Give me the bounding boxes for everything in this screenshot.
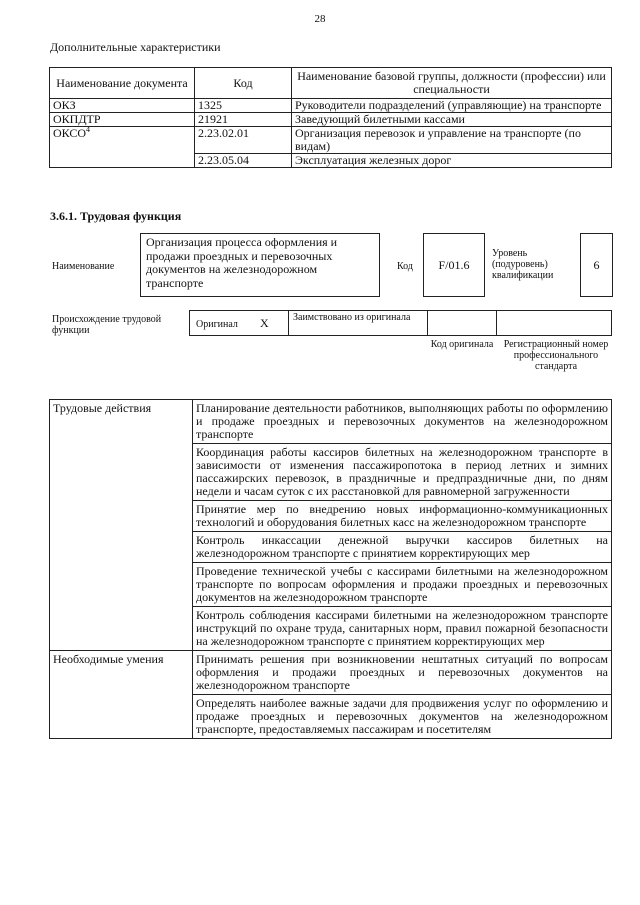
code-original-caption: Код оригинала (430, 339, 494, 350)
labor-action-item: Координация работы кассиров билетных на железнодорожном транспорте в зависимости от изменения пассажиропотока в период летних и зимних пассажирских перевозок, в праздничные и предпраздничные дни, по дням недели и часам суток с их расстановкой для равномерной загруженности (193, 444, 612, 501)
table-row (50, 113, 612, 127)
level-box (580, 233, 613, 297)
function-code-box (423, 233, 485, 297)
skill-item: Принимать решения при возникновении нештатных ситуаций по вопросам оформления и продажи проездных и перевозочных документов на железнодорожном транспорте (193, 651, 612, 695)
reg-number-caption: Регистрационный номер профессионального стандарта (503, 339, 609, 372)
function-code: F/01.6 (438, 257, 470, 272)
function-details-table (49, 399, 612, 739)
extra-characteristics-title: Дополнительные характеристики (50, 40, 221, 54)
function-name: Организация процесса оформления и продажи проездных и перевозочных документов на железнодорожном транспорте (146, 235, 338, 290)
row-group-name: Эксплуатация железных дорог (292, 154, 612, 168)
row-code: 21921 (195, 113, 292, 127)
page-number: 28 (314, 13, 326, 25)
divider (496, 310, 497, 336)
row-document-text: ОКЗ (53, 98, 76, 112)
table-row (50, 99, 612, 113)
row-document (50, 99, 195, 113)
labor-action-item: Проведение технической учебы с кассирами билетными на железнодорожном транспорте по вопросам оформления и продажи проездных и перевозочных документов на железнодорожном транспорте (193, 563, 612, 607)
header-group-name: Наименование базовой группы, должности (профессии) или специальности (292, 68, 612, 99)
table-row (50, 400, 612, 444)
labor-action-item: Контроль инкассации денежной выручки кассиров билетных на железнодорожном транспорте с принятием корректирующих мер (193, 532, 612, 563)
row-code: 2.23.05.04 (195, 154, 292, 168)
row-code: 2.23.02.01 (195, 127, 292, 154)
labor-action-item: Принятие мер по внедрению новых информационно-коммуникационных технологий и оборудования билетных касс на железнодорожном транспорте (193, 501, 612, 532)
borrowed-label: Заимствовано из оригинала (293, 312, 411, 323)
row-document (50, 127, 195, 168)
row-group-name: Заведующий билетными кассами (292, 113, 612, 127)
table-row (50, 651, 612, 695)
skill-item: Определять наиболее важные задачи для продвижения услуг по оформлению и продаже проездных и перевозочных документов на железнодорожном транспорте, предоставляемых пассажирам и посетителям (193, 695, 612, 739)
row-group-name: Организация перевозок и управление на транспорте (по видам) (292, 127, 612, 154)
level-label: Уровень (подуровень) квалификации (492, 248, 554, 281)
row-code: 1325 (195, 99, 292, 113)
divider (288, 310, 289, 336)
row-document (50, 113, 195, 127)
labor-action-item: Планирование деятельности работников, выполняющих работы по оформлению и продаже проездных и перевозочных документов на железнодорожном транспорте (193, 400, 612, 444)
header-document: Наименование документа (50, 68, 195, 99)
row-document-text: ОКПДТР (53, 112, 101, 126)
table-row (50, 127, 612, 154)
skills-label: Необходимые умения (50, 651, 193, 739)
divider (427, 310, 428, 336)
table-header-row (50, 68, 612, 99)
footnote-mark: 4 (86, 125, 91, 134)
row-document-text: ОКСО (53, 126, 87, 140)
row-group-name: Руководители подразделений (управляющие) на транспорте (292, 99, 612, 113)
labor-actions-label: Трудовые действия (50, 400, 193, 651)
original-label: Оригинал (196, 319, 238, 330)
name-label: Наименование (52, 261, 115, 272)
labor-action-item: Контроль соблюдения кассирами билетными на железнодорожном транспорте инструкций по охране труда, санитарных норм, правил пожарной безопасности на железнодорожном транспорте с принятием корректирующих мер (193, 607, 612, 651)
original-mark: X (260, 316, 269, 330)
level-value: 6 (593, 257, 600, 272)
extra-characteristics-table (49, 67, 612, 168)
function-name-box (140, 233, 380, 297)
code-label: Код (397, 261, 413, 272)
origin-label: Происхождение трудовой функции (52, 314, 162, 336)
header-code: Код (195, 68, 292, 99)
section-title: 3.6.1. Трудовая функция (50, 209, 182, 223)
